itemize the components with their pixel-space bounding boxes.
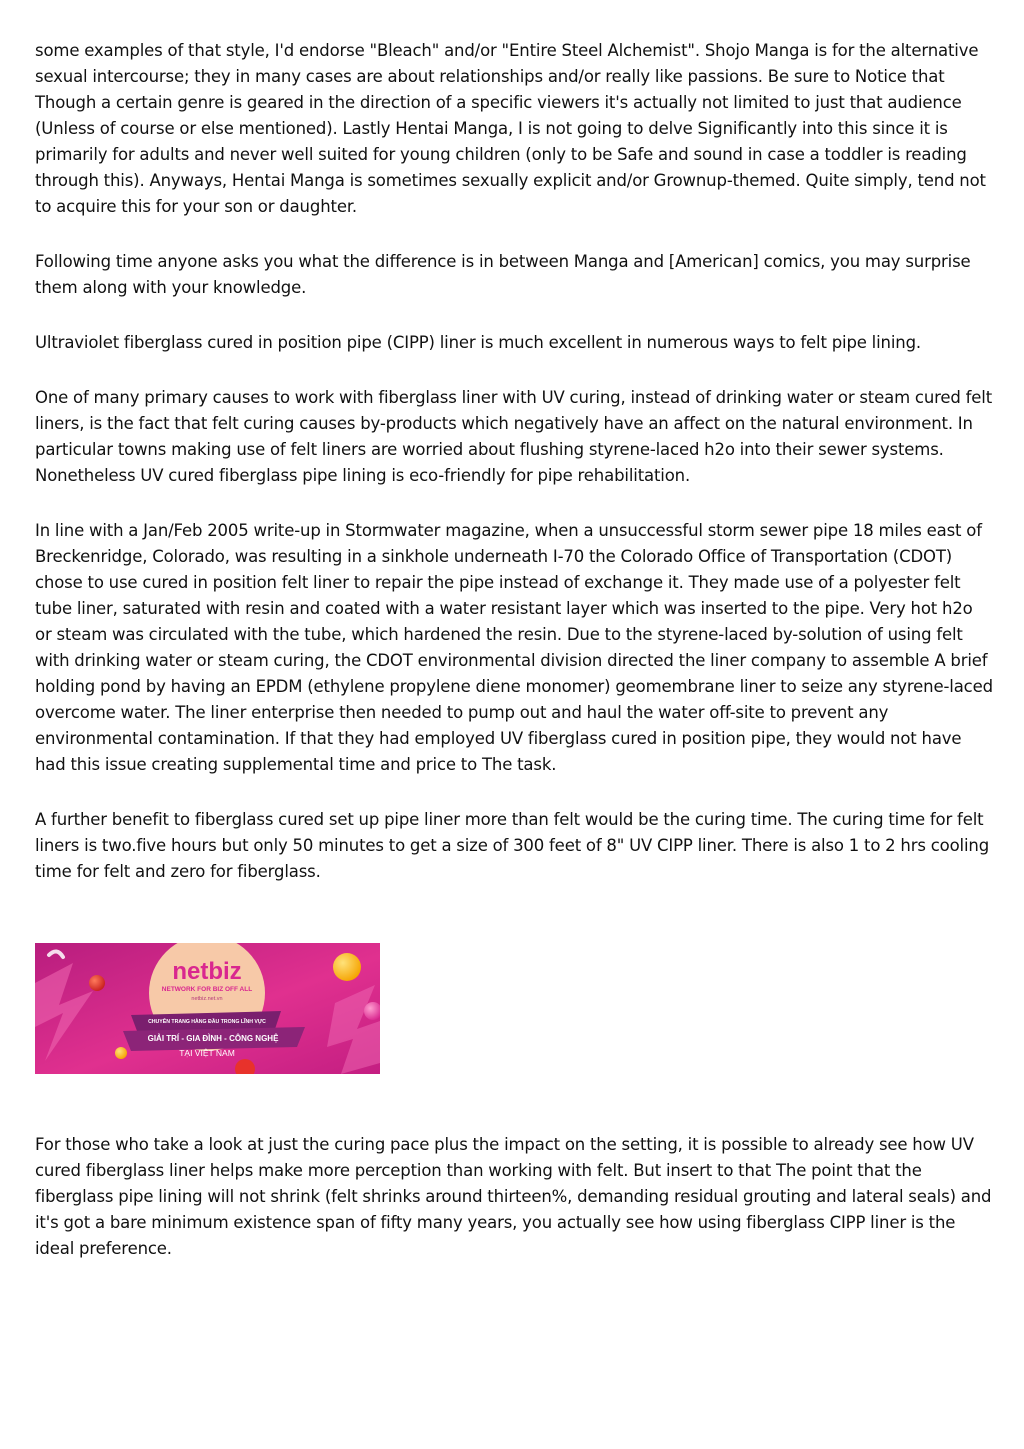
banner-line3: TẠI VIỆT NAM (179, 1048, 235, 1058)
banner-logo: netbiz (172, 958, 242, 985)
article-page (35, 38, 993, 1291)
banner-line2: GIẢI TRÍ - GIA ĐÌNH - CÔNG NGHỆ (147, 1034, 279, 1043)
paragraph-4: One of many primary causes to work with fiberglass liner with UV curing, instead of drinking water or steam cured felt liners, is the fact that felt curing causes by-products which negatively have an affect on the natural environment. In particular towns making use of felt liners are worried about flushing styrene-laced h2o into their sewer systems. Nonetheless UV cured fiberglass pipe lining is eco-friendly for pipe rehabilitation. (35, 388, 993, 485)
banner-url: netbiz.net.vn (191, 996, 223, 1002)
closing-paragraph: For those who take a look at just the curing pace plus the impact on the setting, it is possible to already see how UV cured fiberglass liner helps make more perception than working with felt. But insert to that The point that the fiberglass pipe lining will not shrink (felt shrinks around thirteen%, demanding residual grouting and lateral seals) and it's got a bare minimum existence span of fifty many years, you actually see how using fiberglass CIPP liner is the ideal preference. (35, 1135, 992, 1258)
netbiz-banner[interactable] (35, 943, 380, 1074)
paragraph-3: Ultraviolet fiberglass cured in position pipe (CIPP) liner is much excellent in numerous ways to felt pipe lining. (35, 333, 922, 352)
paragraph-2: Following time anyone asks you what the difference is in between Manga and [American] comics, you may surprise them along with your knowledge. (35, 252, 971, 297)
paragraph-1: some examples of that style, I'd endorse "Bleach" and/or "Entire Steel Alchemist". Shojo Manga is for the alternative sexual intercourse; they in many cases are about relationships and/or really like passions. Be sure to Notice that Though a certain genre is geared in the direction of a specific viewers it's actually not limited to just that audience (Unless of course or else mentioned). Lastly Hentai Manga, I is not going to delve Significantly into this since it is primarily for adults and never well suited for young children (only to be Safe and sound in case a toddler is reading through this). Anyways, Hentai Manga is sometimes sexually explicit and/or Grownup-themed. Quite simply, tend not to acquire this for your son or daughter. (35, 41, 986, 216)
paragraph-6: A further benefit to fiberglass cured set up pipe liner more than felt would be the curing time. The curing time for felt liners is two.five hours but only 50 minutes to get a size of 300 feet of 8" UV CIPP liner. There is also 1 to 2 hrs cooling time for felt and zero for fiberglass. (35, 810, 990, 881)
paragraph-5: In line with a Jan/Feb 2005 write-up in Stormwater magazine, when a unsuccessful storm sewer pipe 18 miles east of Breckenridge, Colorado, was resulting in a sinkhole underneath I-70 the Colorado Office of Transportation (CDOT) chose to use cured in position felt liner to repair the pipe instead of exchange it. They made use of a polyester felt tube liner, saturated with resin and coated with a water resistant layer which was inserted to the pipe. Very hot h2o or steam was circulated with the tube, which hardened the resin. Due to the styrene-laced by-solution of using felt with drinking water or steam curing, the CDOT environmental division directed the liner company to assemble A brief holding pond by having an EPDM (ethylene propylene diene monomer) geomembrane liner to seize any styrene-laced overcome water. The liner enterprise then needed to pump out and haul the water off-site to prevent any environmental contamination. If that they had employed UV fiberglass cured in position pipe, they would not have had this issue creating supplemental time and price to The task. (35, 521, 993, 774)
netbiz-banner-graphic (35, 943, 380, 1074)
banner-line1: CHUYÊN TRANG HÀNG ĐẦU TRONG LĨNH VỰC (148, 1019, 266, 1025)
banner-tagline: NETWORK FOR BIZ OFF ALL (161, 986, 253, 993)
